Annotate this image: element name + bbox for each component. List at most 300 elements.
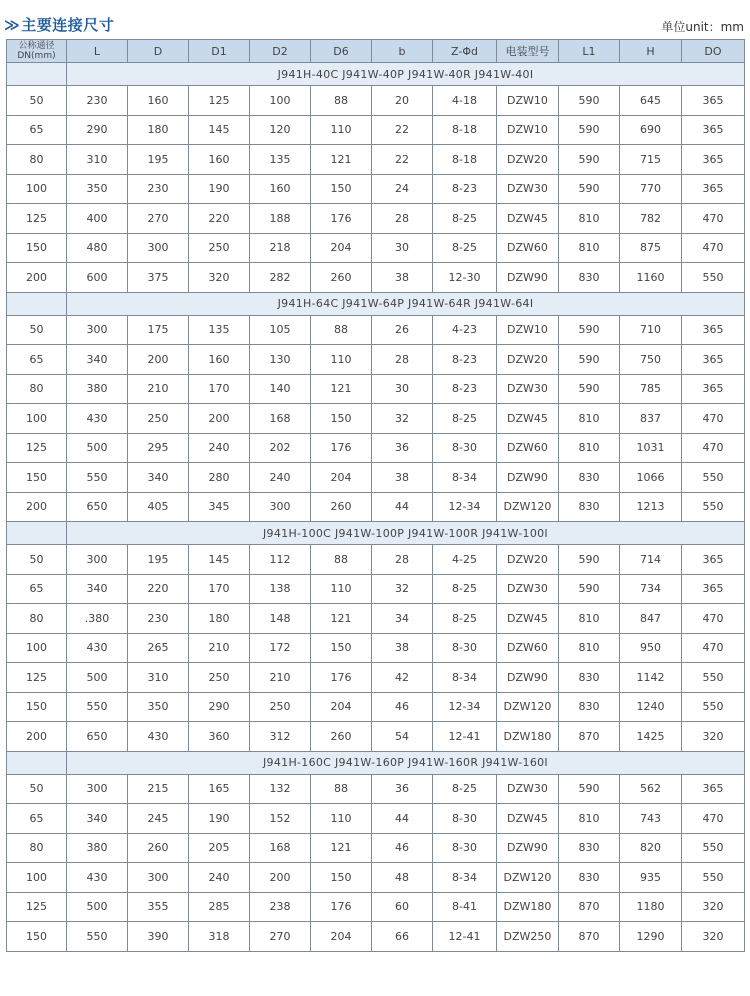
- table-cell: 470: [682, 404, 745, 434]
- table-cell: 690: [620, 115, 682, 145]
- table-cell: 12-41: [433, 922, 497, 952]
- table-cell: DZW90: [497, 263, 559, 293]
- table-cell: 12-34: [433, 492, 497, 522]
- table-cell: 300: [128, 863, 189, 893]
- table-cell: 350: [128, 692, 189, 722]
- table-cell: 110: [311, 345, 372, 375]
- header-col: Z-Φd: [433, 40, 497, 63]
- table-cell: 260: [128, 833, 189, 863]
- table-cell: 365: [682, 774, 745, 804]
- header-col: L: [67, 40, 128, 63]
- table-row: [7, 404, 745, 434]
- table-cell: 470: [682, 204, 745, 234]
- table-row: [7, 204, 745, 234]
- table-cell: 32: [372, 574, 433, 604]
- table-cell: 270: [128, 204, 189, 234]
- table-cell: 250: [128, 404, 189, 434]
- table-cell: 590: [559, 115, 620, 145]
- table-cell: 870: [559, 892, 620, 922]
- model-label: J941H-160C J941W-160P J941W-160R J941W-160I: [67, 751, 745, 774]
- table-cell: 46: [372, 833, 433, 863]
- dn-cell: 100: [7, 633, 67, 663]
- table-cell: 365: [682, 374, 745, 404]
- table-cell: 8-18: [433, 145, 497, 175]
- table-cell: DZW60: [497, 233, 559, 263]
- table-cell: DZW120: [497, 492, 559, 522]
- table-row: [7, 86, 745, 116]
- dn-cell: 200: [7, 263, 67, 293]
- table-cell: 175: [128, 315, 189, 345]
- table-cell: 145: [189, 115, 250, 145]
- model-row: [7, 522, 745, 545]
- table-cell: DZW45: [497, 604, 559, 634]
- table-cell: 470: [682, 633, 745, 663]
- table-cell: 121: [311, 374, 372, 404]
- table-cell: 204: [311, 233, 372, 263]
- table-cell: 365: [682, 86, 745, 116]
- table-cell: 875: [620, 233, 682, 263]
- table-cell: 365: [682, 315, 745, 345]
- table-cell: 12-30: [433, 263, 497, 293]
- dn-cell: 200: [7, 722, 67, 752]
- table-cell: 8-25: [433, 604, 497, 634]
- table-row: [7, 545, 745, 575]
- table-cell: 300: [128, 233, 189, 263]
- table-cell: 550: [682, 663, 745, 693]
- table-cell: 8-25: [433, 574, 497, 604]
- table-row: [7, 463, 745, 493]
- table-cell: 280: [189, 463, 250, 493]
- table-header: [7, 40, 745, 63]
- table-cell: 8-23: [433, 374, 497, 404]
- table-cell: DZW10: [497, 86, 559, 116]
- table-cell: 480: [67, 233, 128, 263]
- table-cell: DZW60: [497, 433, 559, 463]
- table-cell: 220: [128, 574, 189, 604]
- table-cell: 8-23: [433, 174, 497, 204]
- dn-cell: 65: [7, 115, 67, 145]
- dn-cell: 150: [7, 463, 67, 493]
- table-cell: 830: [559, 863, 620, 893]
- table-cell: 210: [250, 663, 311, 693]
- dn-cell: 100: [7, 174, 67, 204]
- table-cell: 168: [250, 833, 311, 863]
- table-cell: 375: [128, 263, 189, 293]
- table-cell: 238: [250, 892, 311, 922]
- table-cell: 365: [682, 174, 745, 204]
- table-cell: 830: [559, 692, 620, 722]
- table-cell: 60: [372, 892, 433, 922]
- table-cell: 88: [311, 315, 372, 345]
- table-cell: 4-23: [433, 315, 497, 345]
- table-cell: 365: [682, 545, 745, 575]
- table-cell: 810: [559, 804, 620, 834]
- header-col: D6: [311, 40, 372, 63]
- table-cell: 200: [189, 404, 250, 434]
- dn-cell: 125: [7, 663, 67, 693]
- table-cell: 176: [311, 433, 372, 463]
- table-cell: 250: [189, 233, 250, 263]
- table-cell: 112: [250, 545, 311, 575]
- table-cell: 310: [128, 663, 189, 693]
- table-cell: 810: [559, 204, 620, 234]
- table-cell: 295: [128, 433, 189, 463]
- table-cell: 8-25: [433, 233, 497, 263]
- table-cell: 24: [372, 174, 433, 204]
- table-cell: 650: [67, 492, 128, 522]
- table-cell: 152: [250, 804, 311, 834]
- table-cell: 125: [189, 86, 250, 116]
- table-cell: 300: [250, 492, 311, 522]
- table-cell: DZW45: [497, 404, 559, 434]
- table-cell: 202: [250, 433, 311, 463]
- table-cell: 32: [372, 404, 433, 434]
- table-cell: 172: [250, 633, 311, 663]
- dn-cell: 50: [7, 545, 67, 575]
- table-cell: 550: [682, 833, 745, 863]
- table-row: [7, 492, 745, 522]
- table-cell: 34: [372, 604, 433, 634]
- table-cell: 190: [189, 804, 250, 834]
- table-cell: 4-18: [433, 86, 497, 116]
- table-cell: 180: [128, 115, 189, 145]
- table-cell: 390: [128, 922, 189, 952]
- dn-cell: 125: [7, 204, 67, 234]
- table-cell: 830: [559, 463, 620, 493]
- table-cell: 820: [620, 833, 682, 863]
- table-cell: 830: [559, 663, 620, 693]
- table-row: [7, 263, 745, 293]
- table-cell: 847: [620, 604, 682, 634]
- table-cell: 8-30: [433, 833, 497, 863]
- table-cell: 170: [189, 574, 250, 604]
- table-cell: 8-25: [433, 774, 497, 804]
- table-cell: 590: [559, 774, 620, 804]
- table-row: [7, 863, 745, 893]
- table-cell: 8-34: [433, 863, 497, 893]
- table-cell: 148: [250, 604, 311, 634]
- table-cell: 810: [559, 633, 620, 663]
- table-cell: 135: [189, 315, 250, 345]
- table-cell: 380: [67, 833, 128, 863]
- model-label: J941H-64C J941W-64P J941W-64R J941W-64I: [67, 292, 745, 315]
- model-spacer: [7, 522, 67, 545]
- table-cell: DZW90: [497, 833, 559, 863]
- table-cell: 8-18: [433, 115, 497, 145]
- table-cell: 810: [559, 433, 620, 463]
- table-cell: 550: [682, 463, 745, 493]
- table-cell: 240: [250, 463, 311, 493]
- table-cell: 8-30: [433, 804, 497, 834]
- table-cell: 1180: [620, 892, 682, 922]
- table-cell: 340: [128, 463, 189, 493]
- table-cell: 218: [250, 233, 311, 263]
- table-cell: 1031: [620, 433, 682, 463]
- table-row: [7, 722, 745, 752]
- model-spacer: [7, 292, 67, 315]
- header-col: H: [620, 40, 682, 63]
- model-label: J941H-100C J941W-100P J941W-100R J941W-100I: [67, 522, 745, 545]
- table-cell: 590: [559, 345, 620, 375]
- table-cell: 550: [682, 692, 745, 722]
- table-cell: 1425: [620, 722, 682, 752]
- table-cell: 12-41: [433, 722, 497, 752]
- table-cell: 12-34: [433, 692, 497, 722]
- table-cell: 121: [311, 145, 372, 175]
- table-cell: 204: [311, 463, 372, 493]
- table-cell: DZW180: [497, 722, 559, 752]
- table-cell: 290: [67, 115, 128, 145]
- table-row: [7, 374, 745, 404]
- dimensions-table: [6, 39, 745, 952]
- dn-cell: 125: [7, 892, 67, 922]
- dn-cell: 100: [7, 404, 67, 434]
- header-col: 电装型号: [497, 40, 559, 63]
- page-header: [0, 0, 750, 40]
- table-cell: 145: [189, 545, 250, 575]
- table-cell: DZW10: [497, 115, 559, 145]
- table-cell: 500: [67, 663, 128, 693]
- table-cell: 230: [67, 86, 128, 116]
- dn-cell: 50: [7, 86, 67, 116]
- table-cell: 230: [128, 604, 189, 634]
- table-cell: 355: [128, 892, 189, 922]
- dn-cell: 150: [7, 233, 67, 263]
- table-cell: 150: [311, 404, 372, 434]
- table-row: [7, 174, 745, 204]
- table-cell: 46: [372, 692, 433, 722]
- table-cell: 215: [128, 774, 189, 804]
- table-cell: 550: [682, 492, 745, 522]
- table-cell: 110: [311, 574, 372, 604]
- table-row: [7, 233, 745, 263]
- table-cell: 200: [128, 345, 189, 375]
- table-cell: DZW120: [497, 692, 559, 722]
- dn-cell: 150: [7, 922, 67, 952]
- table-row: [7, 804, 745, 834]
- table-cell: 150: [311, 174, 372, 204]
- table-cell: 430: [128, 722, 189, 752]
- table-row: [7, 315, 745, 345]
- table-cell: 300: [67, 545, 128, 575]
- table-cell: 160: [189, 145, 250, 175]
- model-row: [7, 751, 745, 774]
- table-cell: 318: [189, 922, 250, 952]
- table-cell: 205: [189, 833, 250, 863]
- table-cell: 300: [67, 315, 128, 345]
- dn-cell: 80: [7, 604, 67, 634]
- table-cell: 170: [189, 374, 250, 404]
- table-cell: 430: [67, 863, 128, 893]
- table-cell: 48: [372, 863, 433, 893]
- dn-cell: 125: [7, 433, 67, 463]
- table-cell: 743: [620, 804, 682, 834]
- table-row: [7, 692, 745, 722]
- table-cell: 188: [250, 204, 311, 234]
- table-cell: 8-23: [433, 345, 497, 375]
- table-cell: DZW60: [497, 633, 559, 663]
- table-cell: 470: [682, 233, 745, 263]
- table-cell: 250: [189, 663, 250, 693]
- table-cell: 138: [250, 574, 311, 604]
- table-cell: DZW30: [497, 174, 559, 204]
- table-cell: 830: [559, 833, 620, 863]
- table-cell: 44: [372, 492, 433, 522]
- table-cell: 590: [559, 174, 620, 204]
- table-cell: 320: [682, 892, 745, 922]
- table-cell: 20: [372, 86, 433, 116]
- table-cell: DZW30: [497, 774, 559, 804]
- table-cell: 650: [67, 722, 128, 752]
- table-cell: 38: [372, 263, 433, 293]
- table-cell: 550: [67, 692, 128, 722]
- table-row: [7, 892, 745, 922]
- table-cell: DZW10: [497, 315, 559, 345]
- table-row: [7, 345, 745, 375]
- table-row: [7, 115, 745, 145]
- table-cell: 285: [189, 892, 250, 922]
- table-cell: 176: [311, 204, 372, 234]
- table-cell: 1160: [620, 263, 682, 293]
- table-cell: 245: [128, 804, 189, 834]
- table-cell: 22: [372, 145, 433, 175]
- table-cell: DZW250: [497, 922, 559, 952]
- table-cell: 810: [559, 404, 620, 434]
- table-row: [7, 604, 745, 634]
- table-cell: 8-34: [433, 463, 497, 493]
- table-cell: 250: [250, 692, 311, 722]
- table-cell: 562: [620, 774, 682, 804]
- table-cell: 26: [372, 315, 433, 345]
- dn-cell: 80: [7, 145, 67, 175]
- table-cell: 1066: [620, 463, 682, 493]
- table-cell: 176: [311, 892, 372, 922]
- table-cell: 837: [620, 404, 682, 434]
- table-cell: 260: [311, 492, 372, 522]
- table-cell: 36: [372, 774, 433, 804]
- table-cell: 8-41: [433, 892, 497, 922]
- table-cell: 38: [372, 463, 433, 493]
- table-cell: 160: [128, 86, 189, 116]
- table-cell: 340: [67, 574, 128, 604]
- table-cell: 345: [189, 492, 250, 522]
- table-cell: 600: [67, 263, 128, 293]
- table-cell: 320: [682, 722, 745, 752]
- table-cell: 105: [250, 315, 311, 345]
- table-cell: 210: [128, 374, 189, 404]
- table-cell: 220: [189, 204, 250, 234]
- table-cell: 120: [250, 115, 311, 145]
- table-cell: 204: [311, 922, 372, 952]
- table-cell: 200: [250, 863, 311, 893]
- table-cell: 1142: [620, 663, 682, 693]
- header-col: b: [372, 40, 433, 63]
- model-spacer: [7, 751, 67, 774]
- table-cell: 168: [250, 404, 311, 434]
- table-cell: 312: [250, 722, 311, 752]
- table-cell: 30: [372, 374, 433, 404]
- table-cell: 340: [67, 804, 128, 834]
- table-cell: DZW90: [497, 663, 559, 693]
- dn-cell: 80: [7, 374, 67, 404]
- table-cell: 195: [128, 545, 189, 575]
- table-cell: 645: [620, 86, 682, 116]
- table-cell: 715: [620, 145, 682, 175]
- table-cell: 270: [250, 922, 311, 952]
- table-cell: 290: [189, 692, 250, 722]
- table-cell: 240: [189, 433, 250, 463]
- model-label: J941H-40C J941W-40P J941W-40R J941W-40I: [67, 63, 745, 86]
- table-cell: 810: [559, 233, 620, 263]
- table-cell: DZW30: [497, 574, 559, 604]
- table-cell: 66: [372, 922, 433, 952]
- table-cell: 870: [559, 922, 620, 952]
- table-cell: 195: [128, 145, 189, 175]
- table-cell: 380: [67, 374, 128, 404]
- header-col: D: [128, 40, 189, 63]
- table-cell: 365: [682, 115, 745, 145]
- table-cell: 750: [620, 345, 682, 375]
- table-cell: 320: [682, 922, 745, 952]
- table-cell: 710: [620, 315, 682, 345]
- table-cell: 870: [559, 722, 620, 752]
- table-cell: 121: [311, 604, 372, 634]
- table-cell: 782: [620, 204, 682, 234]
- table-cell: 4-25: [433, 545, 497, 575]
- table-cell: 8-25: [433, 204, 497, 234]
- table-cell: 110: [311, 115, 372, 145]
- table-cell: 935: [620, 863, 682, 893]
- table-row: [7, 774, 745, 804]
- table-cell: 590: [559, 315, 620, 345]
- table-cell: 810: [559, 604, 620, 634]
- table-cell: 830: [559, 263, 620, 293]
- header-row: [7, 40, 745, 63]
- table-cell: 22: [372, 115, 433, 145]
- dn-cell: 65: [7, 804, 67, 834]
- table-cell: 190: [189, 174, 250, 204]
- table-cell: 1290: [620, 922, 682, 952]
- model-row: [7, 63, 745, 86]
- table-cell: 150: [311, 633, 372, 663]
- dn-cell: 50: [7, 774, 67, 804]
- table-cell: 830: [559, 492, 620, 522]
- table-cell: DZW45: [497, 204, 559, 234]
- table-cell: 470: [682, 604, 745, 634]
- table-cell: 350: [67, 174, 128, 204]
- table-cell: 282: [250, 263, 311, 293]
- dn-cell: 200: [7, 492, 67, 522]
- table-cell: 160: [250, 174, 311, 204]
- table-cell: DZW20: [497, 545, 559, 575]
- table-cell: 470: [682, 433, 745, 463]
- table-cell: 590: [559, 86, 620, 116]
- table-cell: 550: [67, 463, 128, 493]
- table-cell: 8-25: [433, 404, 497, 434]
- dn-cell: 65: [7, 574, 67, 604]
- table-cell: 132: [250, 774, 311, 804]
- table-cell: 550: [682, 263, 745, 293]
- table-cell: 180: [189, 604, 250, 634]
- table-cell: 30: [372, 233, 433, 263]
- dn-cell: 50: [7, 315, 67, 345]
- header-col: D1: [189, 40, 250, 63]
- table-cell: .380: [67, 604, 128, 634]
- table-cell: 88: [311, 545, 372, 575]
- table-cell: 54: [372, 722, 433, 752]
- table-cell: 734: [620, 574, 682, 604]
- table-cell: 340: [67, 345, 128, 375]
